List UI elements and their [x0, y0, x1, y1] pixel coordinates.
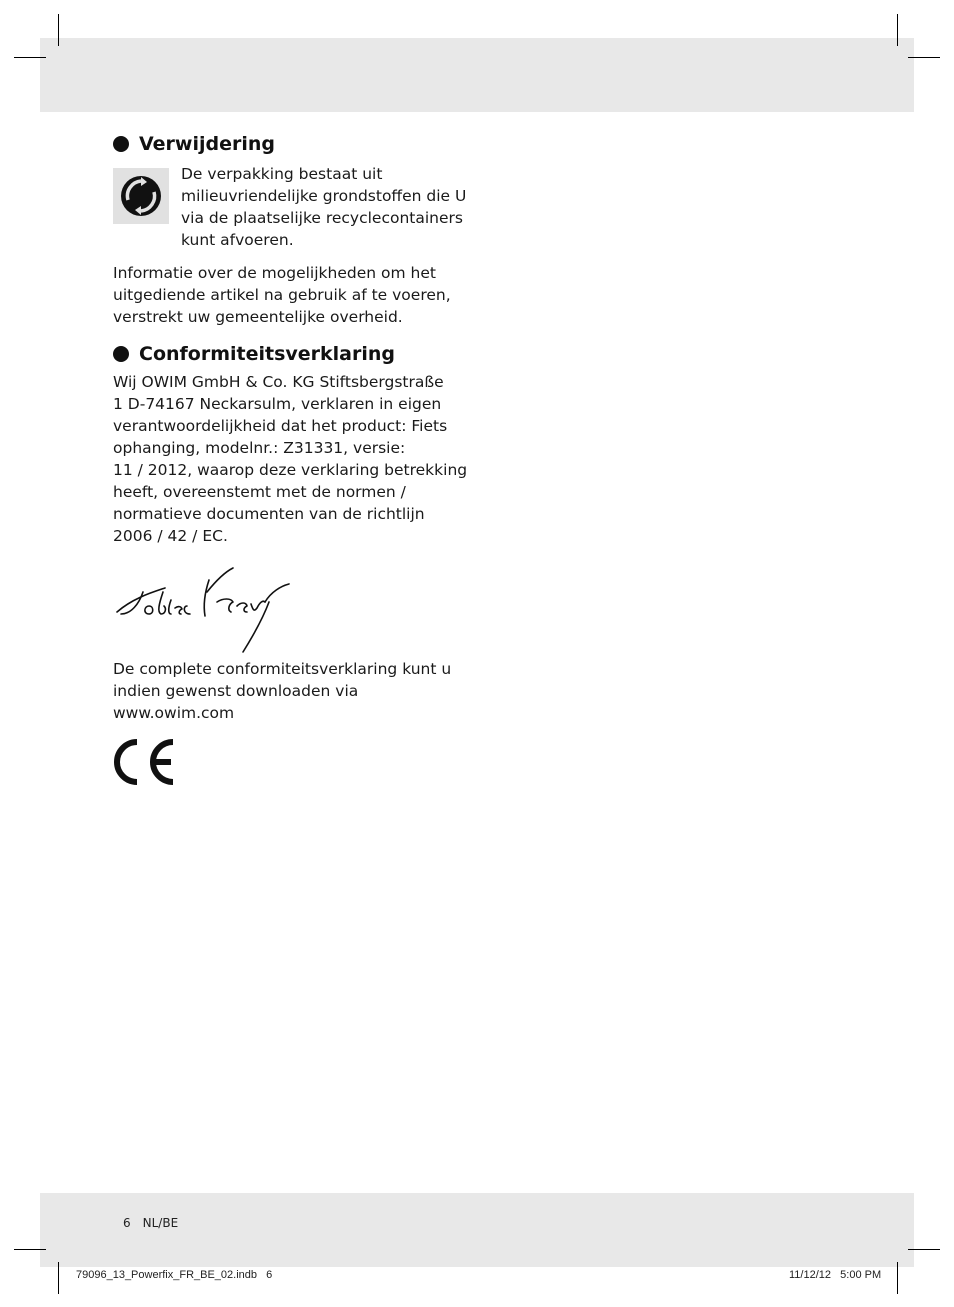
section-heading-verwijdering — [113, 130, 275, 158]
conformity-line: 11 / 2012, waarop deze verklaring betrekking — [113, 461, 468, 479]
conformity-line: Wij OWIM GmbH & Co. KG Stiftsbergstraße — [113, 373, 444, 391]
bullet-icon — [113, 346, 129, 362]
info-line: uitgediende artikel na gebruik af te voeren, — [113, 286, 451, 304]
crop-mark — [897, 14, 898, 46]
language-code: NL/BE — [142, 1216, 179, 1230]
disposal-info-paragraph — [113, 262, 473, 328]
crop-mark — [908, 57, 940, 58]
recycle-line: kunt afvoeren. — [181, 231, 294, 249]
conformity-line: heeft, overeenstemt met de normen / — [113, 483, 406, 501]
crop-mark — [58, 14, 59, 46]
recycle-text — [181, 163, 473, 251]
info-line: verstrekt uw gemeentelijke overheid. — [113, 308, 403, 326]
download-url: www.owim.com — [113, 704, 235, 722]
conformity-line: ophanging, modelnr.: Z31331, versie: — [113, 439, 406, 457]
crop-mark — [14, 57, 46, 58]
crop-mark — [58, 1262, 59, 1294]
footer-band — [40, 1193, 914, 1267]
header-band — [40, 38, 914, 112]
info-line: Informatie over de mogelijkheden om het — [113, 264, 436, 282]
section-heading-conformiteitsverklaring — [113, 340, 395, 368]
page-footer — [123, 1216, 178, 1230]
download-line: indien gewenst downloaden via — [113, 682, 359, 700]
ce-mark-icon — [113, 738, 179, 786]
print-slug-datetime: 11/12/12 5:00 PM — [789, 1269, 882, 1281]
recycle-line: milieuvriendelijke grondstoffen die U — [181, 187, 467, 205]
crop-mark — [14, 1249, 46, 1250]
heading-text: Verwijdering — [139, 133, 275, 155]
heading-text: Conformiteitsverklaring — [139, 343, 396, 365]
conformity-paragraph — [113, 371, 473, 547]
conformity-line: normatieve documenten van de richtlijn — [113, 505, 425, 523]
page-number: 6 — [123, 1216, 131, 1230]
conformity-line: 1 D-74167 Neckarsulm, verklaren in eigen — [113, 395, 442, 413]
print-slug-file: 79096_13_Powerfix_FR_BE_02.indb 6 — [76, 1269, 273, 1281]
signature — [113, 562, 293, 657]
conformity-line: verantwoordelijkheid dat het product: Fiets — [113, 417, 448, 435]
download-paragraph — [113, 658, 473, 724]
recycle-line: De verpakking bestaat uit — [181, 165, 383, 183]
crop-mark — [908, 1249, 940, 1250]
recycle-line: via de plaatselijke recyclecontainers — [181, 209, 463, 227]
green-dot-recycle-icon — [113, 168, 169, 224]
crop-mark — [897, 1262, 898, 1294]
bullet-icon — [113, 136, 129, 152]
download-line: De complete conformiteitsverklaring kunt u — [113, 660, 452, 678]
conformity-line: 2006 / 42 / EC. — [113, 527, 228, 545]
